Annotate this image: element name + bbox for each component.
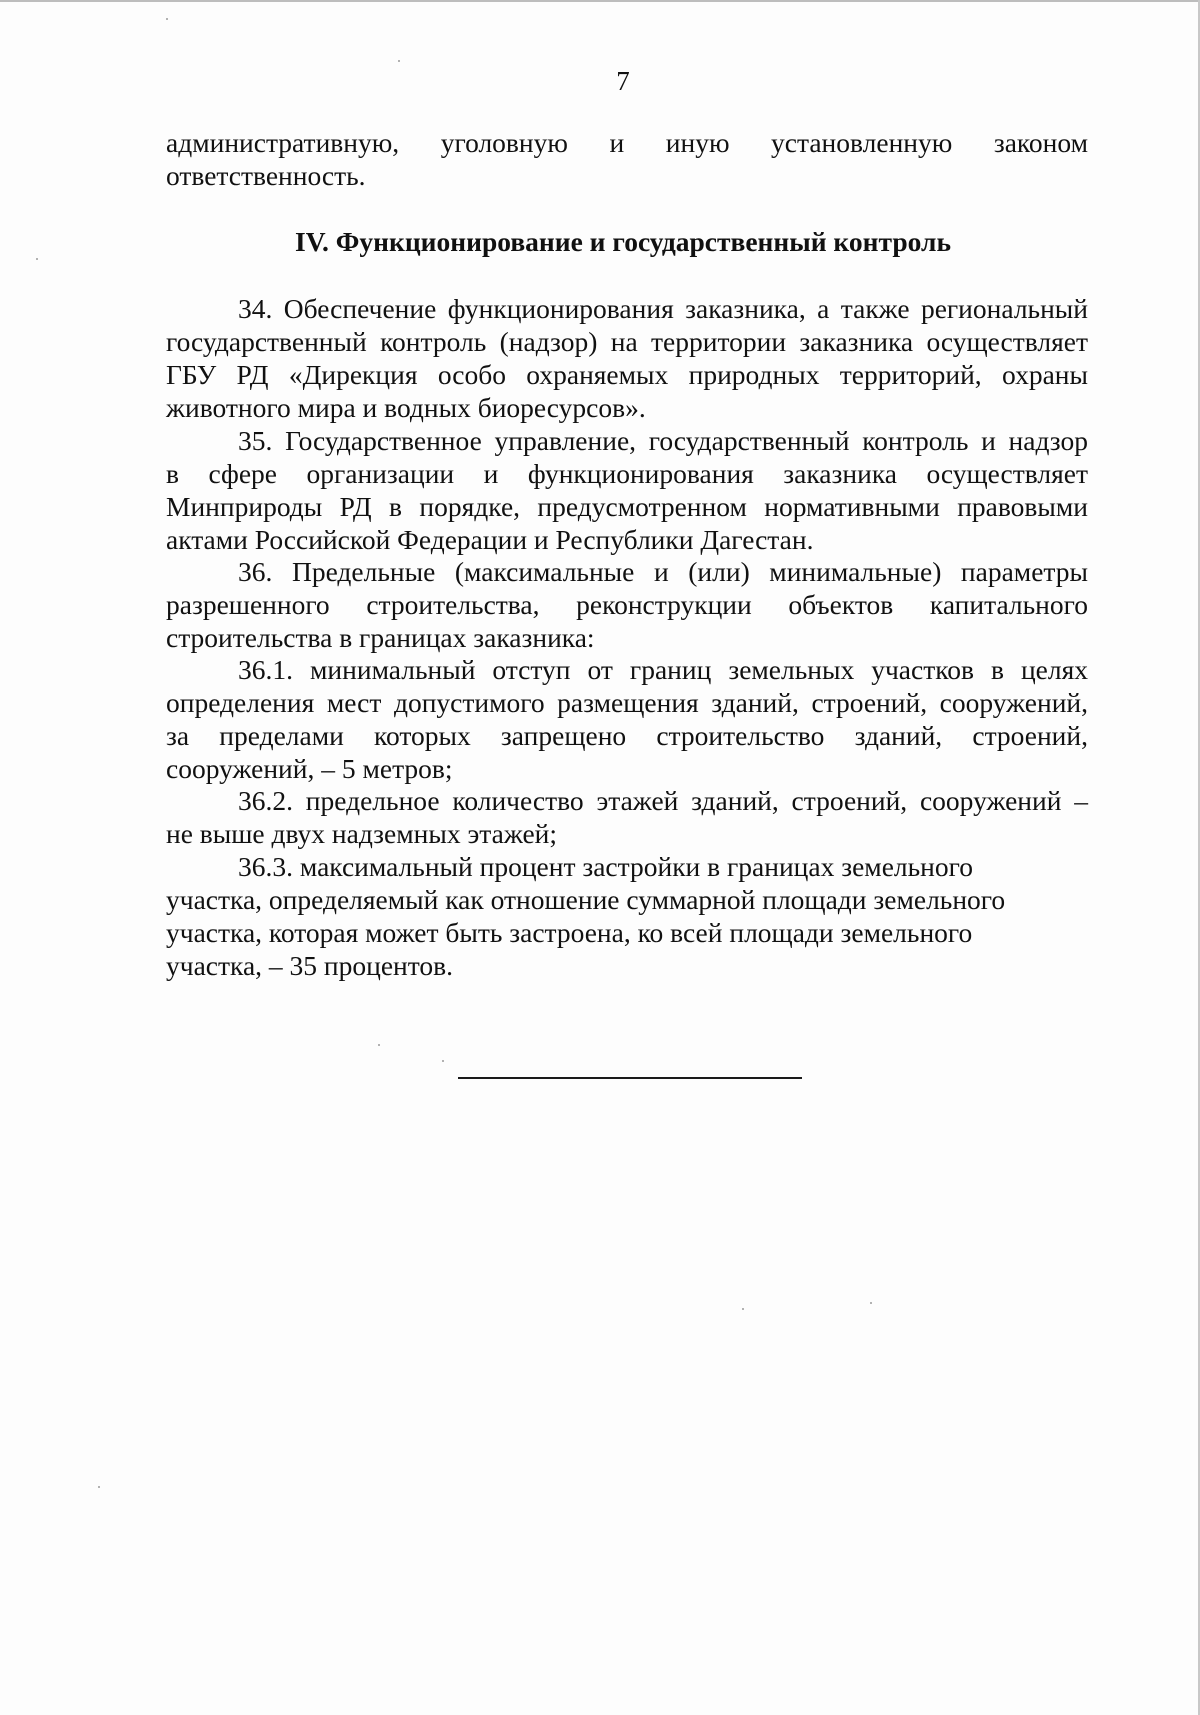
paragraph-line: государственный контроль (надзор) на территории заказника осуществляет	[166, 326, 1088, 357]
scan-speck	[870, 1302, 872, 1304]
intro-line-1: административную, уголовную и иную установленную законом	[166, 127, 1088, 158]
paragraph-36-3	[166, 850, 1088, 982]
intro-text	[166, 126, 1088, 192]
paragraph-line: разрешенного строительства, реконструкции объектов капитального	[166, 589, 1088, 620]
scan-speck	[742, 1308, 744, 1310]
paragraph-36-2	[166, 784, 1088, 850]
scan-speck	[378, 1044, 380, 1046]
paragraph-line: за пределами которых запрещено строительство зданий, строений,	[166, 720, 1088, 751]
paragraph-line: участка, определяемый как отношение суммарной площади земельного	[166, 884, 1006, 915]
paragraph-36-1	[166, 653, 1088, 785]
paragraph-line: Минприроды РД в порядке, предусмотренном нормативными правовыми	[166, 491, 1088, 522]
scan-speck	[442, 1060, 444, 1062]
paragraph-line: актами Российской Федерации и Республики Дагестан.	[166, 524, 814, 555]
scan-speck	[166, 18, 168, 20]
scan-speck	[98, 1486, 100, 1488]
paragraph-line: животного мира и водных биоресурсов».	[166, 392, 646, 423]
intro-line-2: ответственность.	[166, 160, 366, 191]
paragraph-line: ГБУ РД «Дирекция особо охраняемых природных территорий, охраны	[166, 359, 1088, 390]
closing-rule	[458, 1077, 802, 1079]
paragraph-line: строительства в границах заказника:	[166, 622, 595, 653]
scan-speck	[398, 60, 400, 62]
paragraph-line: сооружений, – 5 метров;	[166, 753, 453, 784]
section-heading: IV. Функционирование и государственный контроль	[295, 226, 951, 257]
page-number: 7	[616, 66, 630, 96]
paragraph-line: в сфере организации и функционирования заказника осуществляет	[166, 458, 1088, 489]
paragraph-line: определения мест допустимого размещения зданий, строений, сооружений,	[166, 687, 1088, 718]
paragraph-line: 36.3. максимальный процент застройки в границах земельного	[238, 851, 973, 882]
paragraph-line: 36.1. минимальный отступ от границ земельных участков в целях	[238, 654, 1088, 685]
paragraph-line: 36.2. предельное количество этажей зданий, строений, сооружений –	[238, 785, 1088, 816]
scan-edge-top	[0, 0, 1200, 2]
paragraph-line: 36. Предельные (максимальные и (или) минимальные) параметры	[238, 556, 1088, 587]
scan-speck	[36, 258, 38, 260]
paragraph-35	[166, 424, 1088, 556]
paragraph-line: не выше двух надземных этажей;	[166, 818, 558, 849]
paragraph-line: 35. Государственное управление, государственный контроль и надзор	[238, 425, 1088, 456]
paragraph-line: 34. Обеспечение функционирования заказника, а также региональный	[238, 293, 1088, 324]
paragraph-line: участка, – 35 процентов.	[166, 950, 454, 981]
paragraph-34	[166, 292, 1088, 424]
paragraph-line: участка, которая может быть застроена, ко всей площади земельного	[166, 917, 973, 948]
paragraph-36	[166, 555, 1088, 654]
